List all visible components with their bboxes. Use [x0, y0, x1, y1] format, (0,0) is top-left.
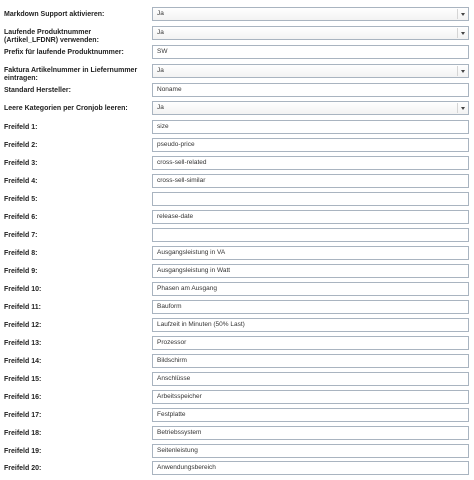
freifeld-input[interactable]	[152, 192, 469, 206]
chevron-down-icon[interactable]	[457, 66, 467, 76]
lfdnr-select-value: Ja	[157, 29, 164, 36]
faktura-label: Faktura Artikelnummer in Liefernummer eintragen:	[4, 67, 138, 82]
freifeld-label: Freifeld 4:	[4, 178, 38, 185]
faktura-select[interactable]	[152, 64, 469, 78]
freifeld-label: Freifeld 5:	[4, 196, 38, 203]
freifeld-label: Freifeld 11:	[4, 304, 41, 311]
freifeld-input[interactable]: Ausgangsleistung in VA	[152, 246, 469, 260]
kategorien-select[interactable]	[152, 101, 469, 115]
freifeld-input[interactable]: Anschlüsse	[152, 372, 469, 386]
kategorien-select-value: Ja	[157, 104, 164, 111]
freifeld-input[interactable]: release-date	[152, 210, 469, 224]
freifeld-label: Freifeld 7:	[4, 232, 38, 239]
freifeld-label: Freifeld 19:	[4, 448, 42, 455]
freifeld-input[interactable]: cross-sell-similar	[152, 174, 469, 188]
freifeld-label: Freifeld 13:	[4, 340, 42, 347]
freifeld-label: Freifeld 8:	[4, 250, 38, 257]
faktura-select-value: Ja	[157, 67, 164, 74]
chevron-down-icon[interactable]	[457, 103, 467, 113]
freifeld-label: Freifeld 1:	[4, 124, 38, 131]
markdown-select-value: Ja	[157, 10, 164, 17]
freifeld-input[interactable]: Betriebssystem	[152, 426, 469, 440]
prefix-input[interactable]: SW	[152, 45, 469, 59]
freifeld-label: Freifeld 14:	[4, 358, 42, 365]
freifeld-label: Freifeld 15:	[4, 376, 42, 383]
freifeld-input[interactable]: Laufzeit in Minuten (50% Last)	[152, 318, 469, 332]
freifeld-label: Freifeld 12:	[4, 322, 42, 329]
freifeld-label: Freifeld 10:	[4, 286, 42, 293]
freifeld-input[interactable]: Festplatte	[152, 408, 469, 422]
freifeld-input[interactable]	[152, 228, 469, 242]
chevron-down-icon[interactable]	[457, 28, 467, 38]
freifeld-input[interactable]: Anwendungsbereich	[152, 461, 469, 475]
freifeld-input[interactable]: Bauform	[152, 300, 469, 314]
freifeld-label: Freifeld 17:	[4, 412, 42, 419]
chevron-down-icon[interactable]	[457, 9, 467, 19]
hersteller-input[interactable]: Noname	[152, 83, 469, 97]
freifeld-input[interactable]: Prozessor	[152, 336, 469, 350]
freifeld-input[interactable]: Bildschirm	[152, 354, 469, 368]
freifeld-input[interactable]: Ausgangsleistung in Watt	[152, 264, 469, 278]
freifeld-label: Freifeld 2:	[4, 142, 38, 149]
freifeld-input[interactable]: size	[152, 120, 469, 134]
lfdnr-select[interactable]	[152, 26, 469, 40]
freifeld-label: Freifeld 3:	[4, 160, 38, 167]
freifeld-label: Freifeld 16:	[4, 394, 42, 401]
prefix-label: Prefix für laufende Produktnummer:	[4, 49, 124, 56]
freifeld-label: Freifeld 6:	[4, 214, 38, 221]
markdown-select[interactable]	[152, 7, 469, 21]
freifeld-label: Freifeld 9:	[4, 268, 38, 275]
freifeld-input[interactable]: cross-sell-related	[152, 156, 469, 170]
markdown-label: Markdown Support aktivieren:	[4, 11, 105, 18]
freifeld-input[interactable]: pseudo-price	[152, 138, 469, 152]
freifeld-input[interactable]: Seitenleistung	[152, 444, 469, 458]
freifeld-input[interactable]: Phasen am Ausgang	[152, 282, 469, 296]
lfdnr-label: Laufende Produktnummer (Artikel_LFDNR) verwenden:	[4, 29, 99, 44]
hersteller-label: Standard Hersteller:	[4, 87, 71, 94]
freifeld-input[interactable]: Arbeitsspeicher	[152, 390, 469, 404]
freifeld-label: Freifeld 20:	[4, 465, 42, 472]
freifeld-label: Freifeld 18:	[4, 430, 42, 437]
kategorien-label: Leere Kategorien per Cronjob leeren:	[4, 105, 128, 112]
